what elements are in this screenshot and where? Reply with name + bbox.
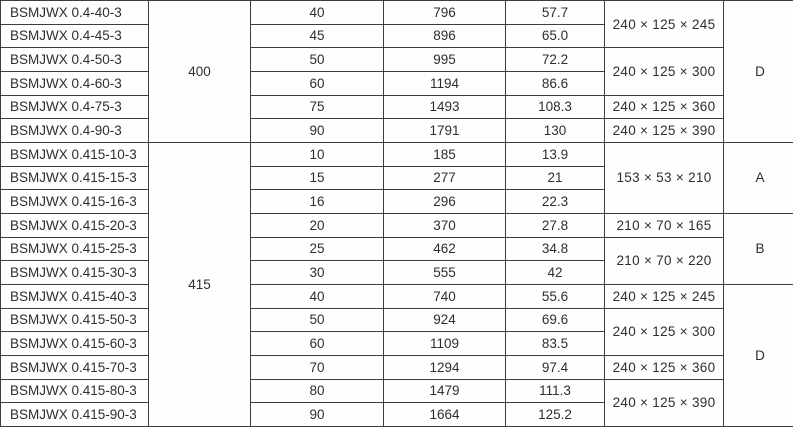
table-row (1, 355, 793, 379)
capacitance-cell: 1479 (384, 379, 506, 403)
current-cell: 57.7 (506, 1, 605, 25)
capacitance-cell: 1664 (384, 403, 506, 427)
table-row (1, 48, 793, 72)
capacitance-cell: 555 (384, 261, 506, 285)
capacitance-cell: 1493 (384, 95, 506, 119)
current-cell: 65.0 (506, 24, 605, 48)
model-cell: BSMJWX 0.4-40-3 (1, 1, 149, 25)
kvar-cell: 50 (251, 48, 384, 72)
table-row (1, 95, 793, 119)
current-cell: 130 (506, 119, 605, 143)
capacitance-cell: 277 (384, 166, 506, 190)
dimensions-cell: 210 × 70 × 165 (605, 213, 724, 237)
current-cell: 111.3 (506, 379, 605, 403)
kvar-cell: 30 (251, 261, 384, 285)
current-cell: 42 (506, 261, 605, 285)
dimensions-cell: 240 × 125 × 390 (605, 379, 724, 427)
model-cell: BSMJWX 0.4-60-3 (1, 71, 149, 95)
voltage-cell: 400 (149, 1, 251, 143)
current-cell: 55.6 (506, 284, 605, 308)
dimensions-cell: 240 × 125 × 360 (605, 355, 724, 379)
dimensions-cell: 240 × 125 × 390 (605, 119, 724, 143)
kvar-cell: 90 (251, 403, 384, 427)
kvar-cell: 60 (251, 332, 384, 356)
model-cell: BSMJWX 0.415-60-3 (1, 332, 149, 356)
model-cell: BSMJWX 0.415-20-3 (1, 213, 149, 237)
current-cell: 13.9 (506, 142, 605, 166)
dimensions-cell: 240 × 125 × 245 (605, 1, 724, 48)
kvar-cell: 90 (251, 119, 384, 143)
capacitance-cell: 995 (384, 48, 506, 72)
capacitance-cell: 1109 (384, 332, 506, 356)
table-row (1, 1, 793, 25)
kvar-cell: 16 (251, 190, 384, 214)
table-row (1, 213, 793, 237)
model-cell: BSMJWX 0.415-70-3 (1, 355, 149, 379)
current-cell: 83.5 (506, 332, 605, 356)
dimensions-cell: 240 × 125 × 245 (605, 284, 724, 308)
table-row (1, 308, 793, 332)
current-cell: 69.6 (506, 308, 605, 332)
dimensions-cell: 153 × 53 × 210 (605, 142, 724, 213)
capacitance-cell: 370 (384, 213, 506, 237)
capacitance-cell: 462 (384, 237, 506, 261)
group-letter-cell: A (724, 142, 793, 213)
voltage-cell: 415 (149, 142, 251, 426)
model-cell: BSMJWX 0.4-75-3 (1, 95, 149, 119)
kvar-cell: 45 (251, 24, 384, 48)
table-row (1, 379, 793, 403)
table-row (1, 237, 793, 261)
current-cell: 34.8 (506, 237, 605, 261)
group-letter-cell: D (724, 1, 793, 143)
kvar-cell: 25 (251, 237, 384, 261)
group-letter-cell: D (724, 284, 793, 426)
model-cell: BSMJWX 0.4-45-3 (1, 24, 149, 48)
kvar-cell: 10 (251, 142, 384, 166)
capacitance-cell: 1294 (384, 355, 506, 379)
model-cell: BSMJWX 0.415-50-3 (1, 308, 149, 332)
current-cell: 125.2 (506, 403, 605, 427)
current-cell: 108.3 (506, 95, 605, 119)
kvar-cell: 70 (251, 355, 384, 379)
model-cell: BSMJWX 0.415-16-3 (1, 190, 149, 214)
model-cell: BSMJWX 0.415-90-3 (1, 403, 149, 427)
current-cell: 72.2 (506, 48, 605, 72)
kvar-cell: 50 (251, 308, 384, 332)
table-row (1, 284, 793, 308)
capacitance-cell: 296 (384, 190, 506, 214)
capacitance-cell: 1194 (384, 71, 506, 95)
model-cell: BSMJWX 0.415-30-3 (1, 261, 149, 285)
model-cell: BSMJWX 0.415-10-3 (1, 142, 149, 166)
kvar-cell: 75 (251, 95, 384, 119)
model-cell: BSMJWX 0.4-50-3 (1, 48, 149, 72)
current-cell: 97.4 (506, 355, 605, 379)
dimensions-cell: 240 × 125 × 300 (605, 308, 724, 355)
kvar-cell: 40 (251, 1, 384, 25)
dimensions-cell: 210 × 70 × 220 (605, 237, 724, 284)
current-cell: 22.3 (506, 190, 605, 214)
model-cell: BSMJWX 0.415-15-3 (1, 166, 149, 190)
model-cell: BSMJWX 0.415-80-3 (1, 379, 149, 403)
capacitance-cell: 924 (384, 308, 506, 332)
kvar-cell: 80 (251, 379, 384, 403)
kvar-cell: 20 (251, 213, 384, 237)
current-cell: 21 (506, 166, 605, 190)
dimensions-cell: 240 × 125 × 300 (605, 48, 724, 95)
capacitance-cell: 185 (384, 142, 506, 166)
table-row (1, 119, 793, 143)
capacitance-cell: 1791 (384, 119, 506, 143)
kvar-cell: 15 (251, 166, 384, 190)
table-row (1, 142, 793, 166)
capacitance-cell: 896 (384, 24, 506, 48)
capacitance-cell: 740 (384, 284, 506, 308)
kvar-cell: 60 (251, 71, 384, 95)
kvar-cell: 40 (251, 284, 384, 308)
current-cell: 27.8 (506, 213, 605, 237)
capacitance-cell: 796 (384, 1, 506, 25)
dimensions-cell: 240 × 125 × 360 (605, 95, 724, 119)
group-letter-cell: B (724, 213, 793, 284)
model-cell: BSMJWX 0.415-40-3 (1, 284, 149, 308)
model-cell: BSMJWX 0.4-90-3 (1, 119, 149, 143)
model-cell: BSMJWX 0.415-25-3 (1, 237, 149, 261)
current-cell: 86.6 (506, 71, 605, 95)
